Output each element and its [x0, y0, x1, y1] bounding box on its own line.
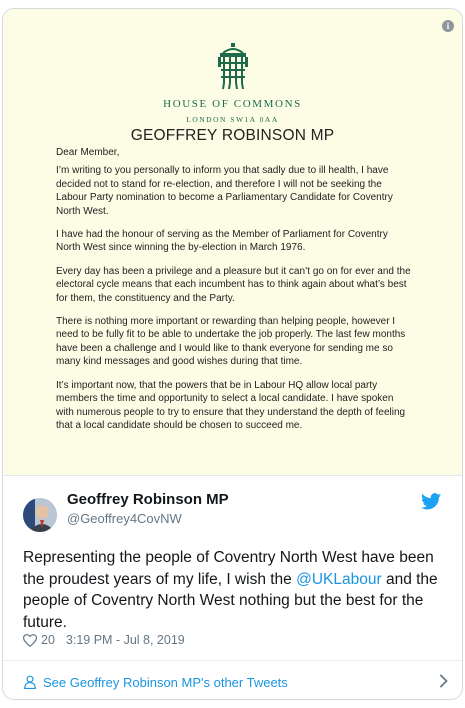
letter-paragraph: Every day has been a privilege and a pleasure but it can’t go on for ever and the electoral cycle means that each incumbent has to think again about what’s best for them, the constituency and the Party. — [56, 265, 411, 304]
portcullis-icon — [218, 43, 248, 91]
other-tweets-link[interactable] — [23, 670, 448, 694]
person-icon — [23, 675, 37, 689]
mention-link[interactable]: @UKLabour — [296, 570, 382, 588]
letter-salutation: Dear Member, — [56, 147, 120, 158]
letterhead-title: HOUSE OF COMMONS — [163, 98, 302, 110]
letterhead-mp-name: GEOFFREY ROBINSON MP — [130, 127, 335, 144]
letter-paragraph: I have had the honour of serving as the Member of Parliament for Coventry North West since winning the by-election in March 1976. — [56, 229, 388, 254]
tweet-meta — [23, 633, 185, 647]
tweet-text-part: Representing the people of Coventry North West have been the proudest years of my life, I wish the — [23, 549, 434, 588]
tweet-text — [23, 547, 443, 633]
tweet-timestamp[interactable]: 3:19 PM - Jul 8, 2019 — [65, 633, 185, 647]
tweet-text-part: and the people of Coventry North West nothing but the best for the future. — [23, 570, 438, 631]
chevron-right-icon[interactable] — [438, 674, 448, 688]
avatar[interactable] — [23, 498, 57, 532]
letter-paragraph: There is nothing more important or rewarding than helping people, however I need to be fully fit to be able to undertake the job properly. The last few months have been a challenge and I would like to thank everyone for sending me so many kind messages and good wishes during that time. — [56, 316, 406, 368]
letter-paragraph: I’m writing to you personally to inform you that sadly due to ill health, I have decided not to stand for re-election, and therefore I will not be seeking the Labour Party nomination to become a Parliamentary Candidate for Coventry North West. — [56, 165, 393, 217]
letter-image[interactable] — [3, 9, 462, 476]
twitter-bird-icon[interactable] — [421, 493, 441, 510]
letter-paragraph: It’s important now, that the powers that be in Labour HQ allow local party members the time and opportunity to select a local candidate. I have spoken with numerous people to try to ensure that they understand the depth of feeling that a local candidate should be chosen to succeed me. — [56, 379, 406, 431]
other-tweets-label[interactable]: See Geoffrey Robinson MP's other Tweets — [43, 674, 288, 690]
divider — [3, 660, 462, 661]
letter-body — [56, 146, 412, 432]
letterhead-address: LONDON SW1A 0AA — [186, 115, 279, 124]
tweet-author-handle[interactable]: @Geoffrey4CovNW — [67, 511, 182, 526]
tweet-author-name[interactable]: Geoffrey Robinson MP — [67, 491, 229, 508]
info-icon[interactable]: i — [442, 20, 454, 32]
embedded-tweet-card — [2, 8, 463, 700]
heart-icon[interactable] — [23, 634, 37, 647]
like-count[interactable]: 20 — [41, 633, 55, 647]
avatar-image — [23, 498, 57, 532]
